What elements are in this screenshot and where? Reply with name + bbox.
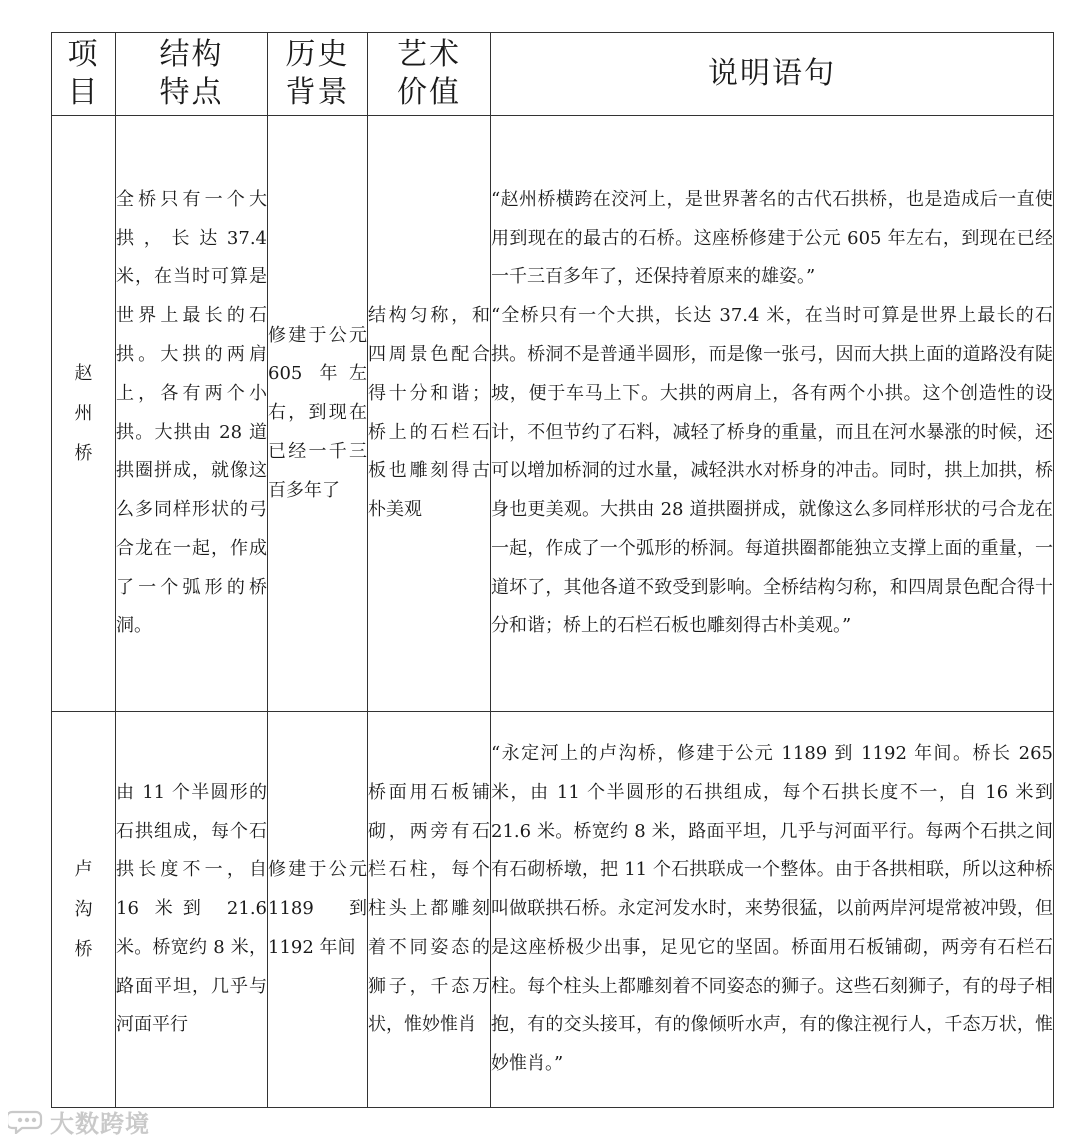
header-history-line1: 历史 — [285, 37, 350, 72]
row-item-char: 桥 — [74, 938, 93, 960]
description-paragraph: “赵州桥横跨在洨河上，是世界著名的古代石拱桥，也是造成后一直使用到现在的最古的石桥。这座桥修建于公元 605 年左右，到现在已经一千三百多年了，还保持着原来的雄姿。” — [491, 188, 1053, 288]
header-art-line1: 艺术 — [397, 37, 461, 72]
header-structure — [116, 33, 268, 116]
description-paragraph: “全桥只有一个大拱，长达 37.4 米，在当时可算是世界上最长的石拱。桥洞不是普通半圆形，而是像一张弓，因而大拱上面的道路没有陡坡，便于车马上下。大拱的两肩上，各有两个小拱。这个创造性的设计，不但节约了石料，减轻了桥身的重量，而且在河水暴涨的时候，还可以增加桥洞的过水量，减轻洪水对桥身的冲击。同时，拱上加拱，桥身也更美观。大拱由 28 道拱圈拼成，就像这么多同样形状的弓合龙在一起，作成了一个弧形的桥洞。每道拱圈都能独立支撑上面的重量，一道坏了，其他各道不致受到影响。全桥结构匀称，和四周景色配合得十分和谐；桥上的石栏石板也雕刻得古朴美观。” — [491, 305, 1053, 637]
header-history-line2: 背景 — [285, 75, 350, 110]
structure-cell: 全桥只有一个大拱，长达37.4 米，在当时可算是世界上最长的石拱。大拱的两肩上，各有两个小拱。大拱由 28 道拱圈拼成，就像这么多同样形状的弓合龙在一起，作成了一个弧形的桥洞。 — [116, 116, 268, 712]
speech-bubble-logo-icon — [8, 1108, 46, 1134]
row-item-cell — [52, 116, 116, 712]
header-structure-line1: 结构 — [159, 37, 224, 72]
description-cell — [491, 712, 1054, 1108]
row-item-char: 赵 — [74, 362, 93, 384]
header-history — [268, 33, 368, 116]
header-description-label: 说明语句 — [708, 56, 836, 91]
header-row — [52, 33, 1054, 116]
art-cell: 结构匀称，和四周景色配合得十分和谐；桥上的石栏石板也雕刻得古朴美观 — [368, 116, 491, 712]
header-art — [368, 33, 491, 116]
art-cell: 桥面用石板铺砌，两旁有石栏石柱，每个柱头上都雕刻着不同姿态的狮子，千态万状，惟妙惟肖 — [368, 712, 491, 1108]
description-paragraph: “永定河上的卢沟桥，修建于公元 1189 到 1192 年间。桥长 265 米，由 11 个半圆形的石拱组成，每个石拱长度不一，自 16 米到 21.6 米。桥宽约 8 米，路面平坦，几乎与河面平行。每两个石拱之间有石砌桥墩，把 11 个石拱联成一个整体。由于各拱相联，所以这种桥叫做联拱石桥。永定河发水时，来势很猛，以前两岸河堤常被冲毁，但是这座桥极少出事，足见它的坚固。桥面用石板铺砌，两旁有石栏石柱。每个柱头上都雕刻着不同姿态的狮子。这些石刻狮子，有的母子相抱，有的交头接耳，有的像倾听水声，有的像注视行人，千态万状，惟妙惟肖。” — [491, 742, 1053, 1075]
header-art-line2: 价值 — [397, 75, 461, 110]
structure-cell: 由 11 个半圆形的石拱组成，每个石拱长度不一，自 16 米到 21.6 米。桥宽约 8 米，路面平坦，几乎与河面平行 — [116, 712, 268, 1108]
row-item-char: 州 — [74, 402, 93, 424]
watermark-text: 大数跨境 — [50, 1109, 150, 1138]
header-description — [491, 33, 1054, 116]
header-item — [52, 33, 116, 116]
row-item-char: 桥 — [74, 442, 93, 464]
history-cell: 修建于公元 1189 到 1192 年间 — [268, 712, 368, 1108]
description-cell — [491, 116, 1054, 712]
row-item-char: 沟 — [74, 898, 93, 920]
comparison-table — [51, 32, 1054, 1108]
row-item-cell — [52, 712, 116, 1108]
header-item-line2: 目 — [67, 75, 100, 110]
table-row — [52, 116, 1054, 712]
header-structure-line2: 特点 — [159, 75, 224, 110]
history-cell: 修建于公元 605 年左右，到现在已经一千三百多年了 — [268, 116, 368, 712]
watermark — [8, 1106, 150, 1136]
row-item-char: 卢 — [74, 858, 93, 880]
table-row — [52, 712, 1054, 1108]
header-item-line1: 项 — [67, 37, 100, 72]
